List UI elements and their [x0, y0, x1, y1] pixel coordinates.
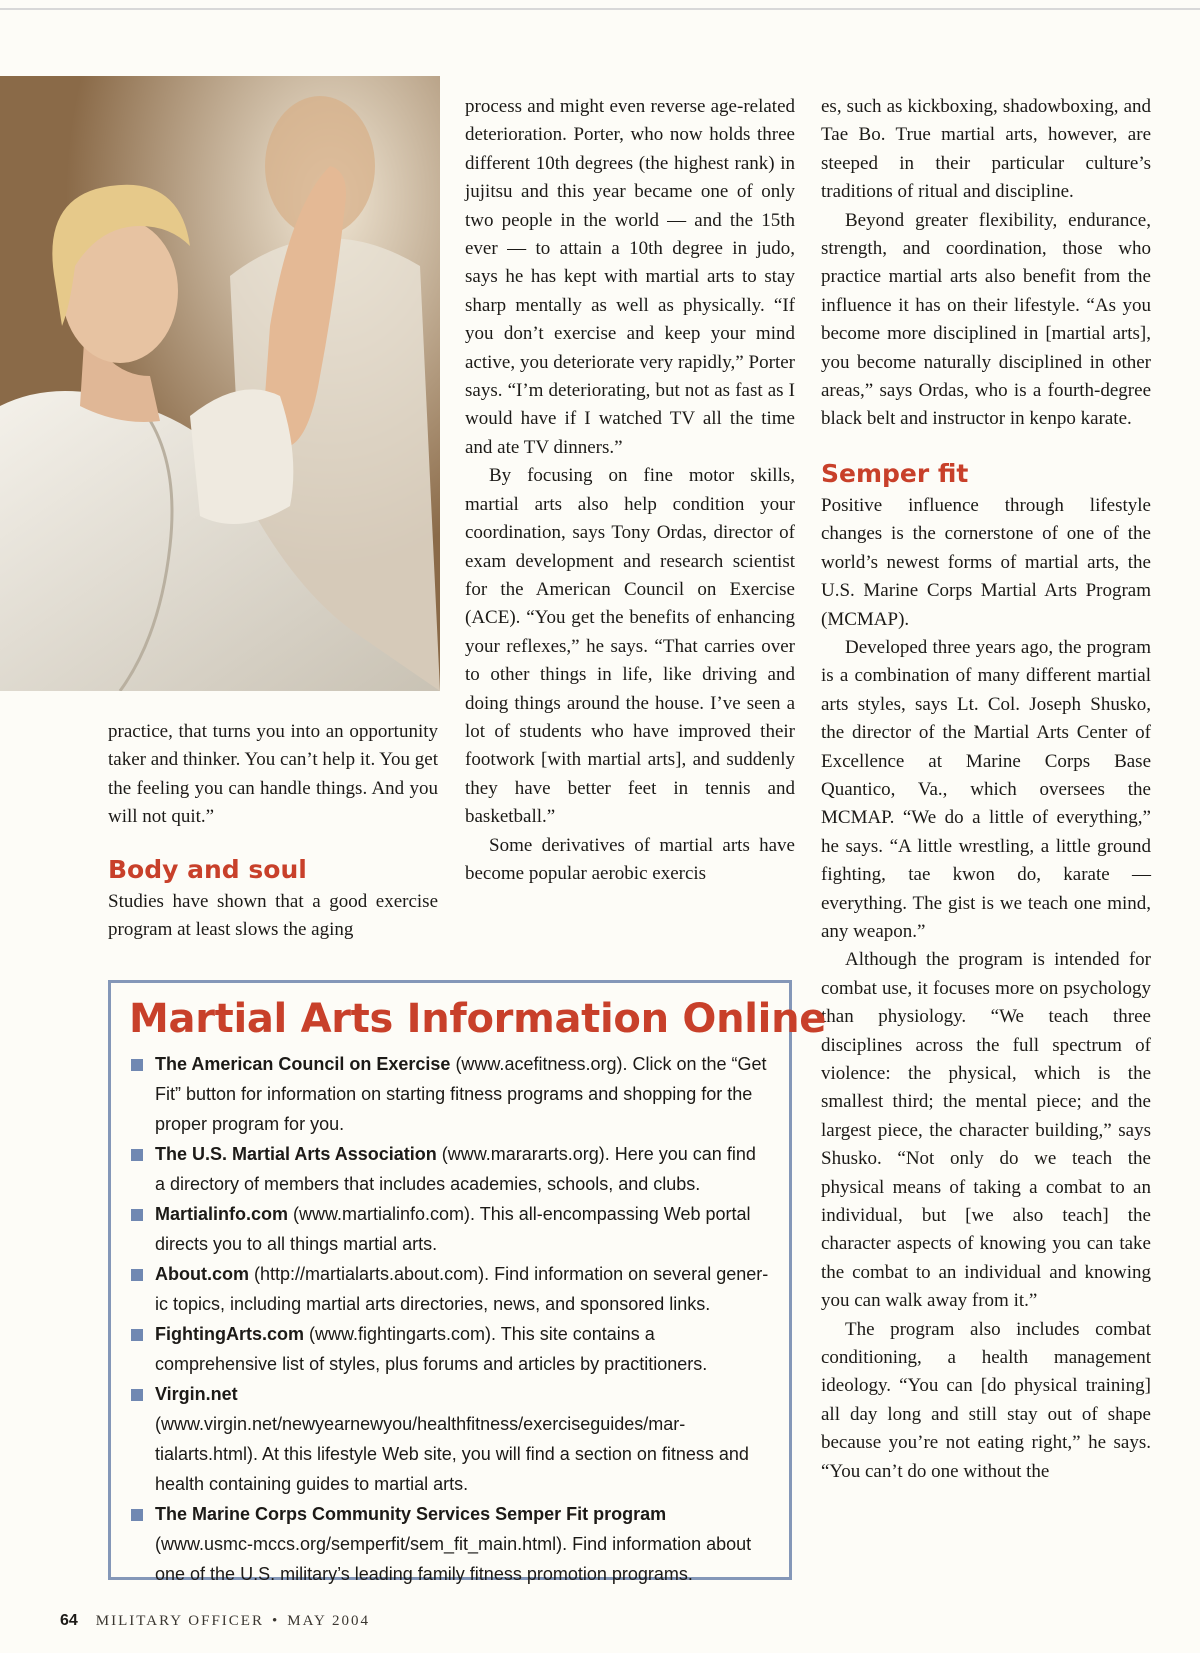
- body-paragraph: Studies have shown that a good exercise program at least slows the aging: [108, 890, 438, 941]
- list-item: [129, 1259, 769, 1319]
- body-paragraph: Developed three years ago, the program is a combination of many different martial arts styles, says Lt. Col. Joseph Shusko, the director of the Martial Arts Center of Excellence at Marine Corps Base Quantico, Va., which oversees the MCMAP. “We do a little of everything,” he says. “A little wrestling, a little ground fighting, tae kwon do, karate — everything. The gist is we teach one mind, any weapon.”: [821, 636, 1151, 942]
- resource-name: Martialinfo.com: [155, 1204, 289, 1224]
- sidebar-title: Martial Arts Information Online: [129, 996, 827, 1042]
- middle-column: [465, 93, 795, 888]
- body-paragraph: Positive influence through lifestyle changes is the cornerstone of one of the world’s newest forms of martial arts, the U.S. Marine Corps Martial Arts Program (MCMAP).: [821, 494, 1151, 630]
- woman-martial-arts-photo: [0, 76, 440, 691]
- square-bullet-icon: [131, 1149, 143, 1161]
- resource-list: [129, 1049, 769, 1589]
- right-column: [821, 93, 1151, 1486]
- resource-description: (www.acefitness.org). Click on the “Get Fit” button for information on starting fitness programs and shopping for the proper program for you.: [155, 1054, 767, 1134]
- resource-description: (www.martialinfo.com). This all-encompassing Web portal directs you to all things martial arts.: [155, 1204, 751, 1254]
- resource-name: The Marine Corps Community Services Semper Fit program: [155, 1504, 667, 1524]
- resource-name: The American Council on Exercise: [155, 1054, 451, 1074]
- section-heading-semper-fit: Semper fit: [821, 458, 969, 488]
- body-paragraph: process and might even reverse age-related deterioration. Porter, who now holds three different 10th degrees (the highest rank) in jujitsu and this year became one of only two people in the world — and the 15th ever — to attain a 10th degree in judo, says he has kept with martial arts to stay sharp mentally as well as physically. “If you don’t exercise and keep your mind active, you deteriorate very rapidly,” Porter says. “I’m deteriorating, but not as fast as I would have if I watched TV all the time and ate TV dinners.”: [465, 96, 795, 458]
- top-rule: [0, 8, 1200, 10]
- square-bullet-icon: [131, 1269, 143, 1281]
- section-heading-body-and-soul: Body and soul: [108, 854, 307, 884]
- left-column: [108, 718, 438, 944]
- list-item: [129, 1379, 769, 1499]
- publication-name: MILITARY OFFICER: [95, 1613, 264, 1629]
- body-paragraph: The program also includes combat conditioning, a health management ideology. “You can [do physical training] all day long and still stay out of shape because you’re not eating right,” he says. “You can’t do one without the: [821, 1318, 1151, 1482]
- resource-description: (http://martialarts.about.com). Find information on several generic topics, including martial arts directories, news, and sponsored links.: [155, 1264, 769, 1314]
- square-bullet-icon: [131, 1059, 143, 1071]
- resource-name: About.com: [155, 1264, 249, 1284]
- resource-name: FightingArts.com: [155, 1324, 304, 1344]
- list-item: [129, 1319, 769, 1379]
- resource-name: The U.S. Martial Arts Association: [155, 1144, 437, 1164]
- square-bullet-icon: [131, 1389, 143, 1401]
- body-paragraph: es, such as kickboxing, shadowboxing, and Tae Bo. True martial arts, however, are steeped in their particular culture’s traditions of ritual and discipline.: [821, 96, 1151, 203]
- resources-sidebar-box: [108, 980, 827, 1584]
- square-bullet-icon: [131, 1329, 143, 1341]
- resource-description: (www.fightingarts.com). This site contains a comprehensive list of styles, plus forums and articles by practitioners.: [155, 1324, 708, 1374]
- body-paragraph: practice, that turns you into an opportunity taker and thinker. You can’t help it. You get the feeling you can handle things. And you will not quit.”: [108, 721, 439, 828]
- resource-name: Virgin.net: [155, 1384, 238, 1404]
- resource-description: (www.marararts.org). Here you can find a directory of members that includes academies, schools, and clubs.: [155, 1144, 756, 1194]
- footer-separator: •: [271, 1613, 280, 1629]
- page-footer: [60, 1612, 370, 1630]
- list-item: [129, 1199, 769, 1259]
- square-bullet-icon: [131, 1209, 143, 1221]
- body-paragraph: By focusing on fine motor skills, martial arts also help condition your coordination, says Tony Ordas, director of exam development and research scientist for the American Council on Exercise (ACE). “You get the benefits of enhancing your reflexes,” he says. “That carries over to other things in life, like driving and doing things around the house. I’ve seen a lot of students who have improved their footwork [with martial arts], and suddenly they have better feet in tennis and basketball.”: [465, 465, 795, 828]
- list-item: [129, 1499, 769, 1589]
- list-item: [129, 1049, 769, 1139]
- body-paragraph: Although the program is intended for combat use, it focuses more on psychology than physiology. “We teach three disciplines across the full spectrum of violence: the physical, which is the smallest third; the mental piece; and the largest piece, the character building,” says Shusko. “Not only do we teach the physical means of taking a combat to an individual, but [we also teach] the character aspects of knowing you can take the combat to an individual and knowing you can walk away from it.”: [821, 949, 1151, 1312]
- resource-description: (www.virgin.net/newyearnewyou/healthfitness/exerciseguides/martialarts.html). At this lifestyle Web site, you will find a section on fitness and health containing guides to martial arts.: [155, 1414, 749, 1494]
- square-bullet-icon: [131, 1509, 143, 1521]
- page-number: 64: [60, 1612, 78, 1629]
- resource-description: (www.usmc-mccs.org/semperfit/sem_fit_main.html). Find information about one of the U.S. military’s leading family fitness promotion programs.: [155, 1534, 752, 1584]
- photo-illustration: [0, 76, 440, 691]
- issue-date: MAY 2004: [287, 1613, 371, 1629]
- body-paragraph: Some derivatives of martial arts have become popular aerobic exercis: [465, 834, 795, 884]
- body-paragraph: Beyond greater flexibility, endurance, strength, and coordination, those who practice martial arts also benefit from the influence it has on their lifestyle. “As you become more disciplined in [martial arts], you become naturally disciplined in other areas,” says Ordas, who is a fourth-degree black belt and instructor in kenpo karate.: [821, 209, 1151, 430]
- list-item: [129, 1139, 769, 1199]
